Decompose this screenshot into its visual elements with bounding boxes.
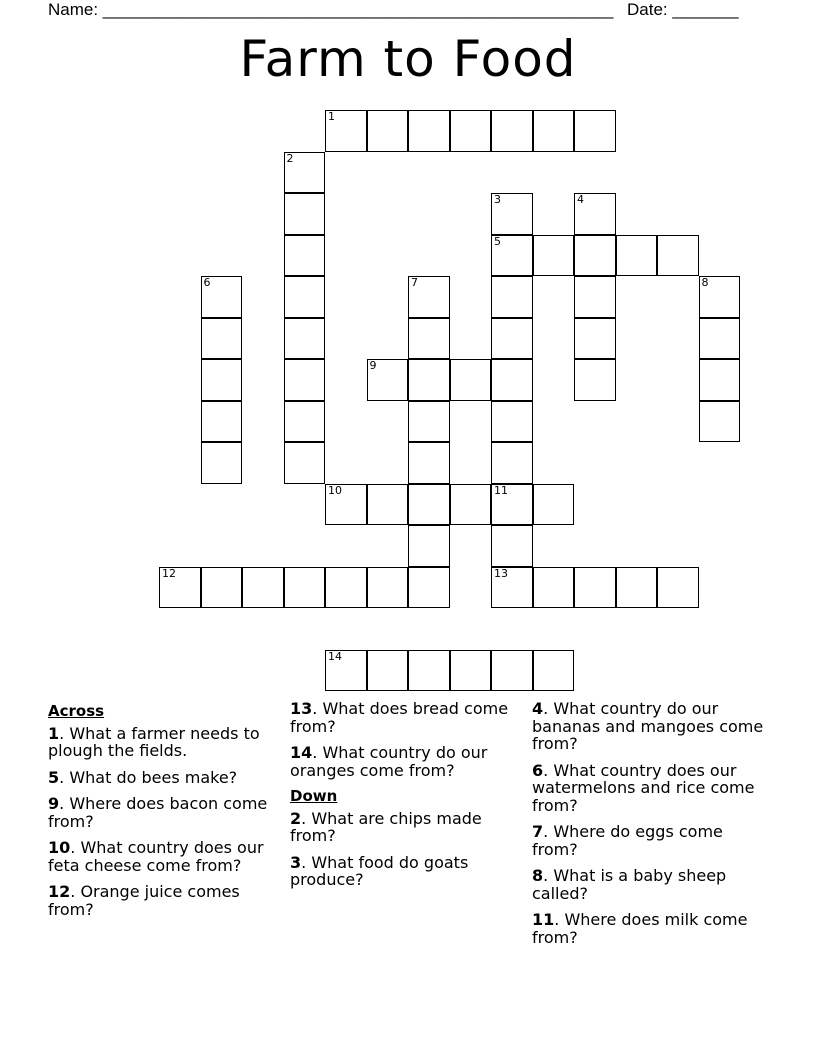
clue-item	[48, 769, 270, 787]
page-title: Farm to Food	[239, 30, 577, 88]
crossword-cell[interactable]	[408, 401, 450, 443]
name-field-label[interactable]: Name: ______________________________________________________	[48, 0, 614, 19]
crossword-cell[interactable]	[533, 567, 575, 609]
crossword-cell[interactable]	[408, 567, 450, 609]
clue-item	[532, 700, 772, 753]
clue-item	[532, 911, 772, 946]
crossword-cell[interactable]	[616, 235, 658, 277]
crossword-cell[interactable]	[699, 276, 741, 318]
clue-text: . What country does our watermelons and rice come from?	[532, 760, 755, 815]
clue-item	[290, 744, 520, 779]
crossword-cell[interactable]	[367, 484, 409, 526]
crossword-cell[interactable]	[533, 110, 575, 152]
clue-text: . Orange juice comes from?	[48, 882, 240, 919]
crossword-cell[interactable]	[159, 567, 201, 609]
cell-clue-number: 5	[494, 234, 501, 248]
crossword-cell[interactable]	[408, 359, 450, 401]
crossword-cell[interactable]	[284, 359, 326, 401]
clue-text: . What is a baby sheep called?	[532, 866, 727, 903]
crossword-cell[interactable]	[491, 650, 533, 692]
crossword-cell[interactable]	[201, 276, 243, 318]
clue-item	[290, 700, 520, 735]
cell-clue-number: 12	[162, 566, 176, 580]
crossword-cell[interactable]	[201, 567, 243, 609]
clue-item	[532, 867, 772, 902]
crossword-cell[interactable]	[699, 401, 741, 443]
clue-number: 9	[48, 794, 60, 813]
crossword-cell[interactable]	[325, 650, 367, 692]
crossword-cell[interactable]	[491, 193, 533, 235]
clues-column-1	[48, 700, 270, 927]
cell-clue-number: 10	[328, 483, 342, 497]
cell-clue-number: 9	[369, 359, 377, 372]
clue-item	[290, 854, 520, 889]
crossword-cell[interactable]	[574, 359, 616, 401]
crossword-cell[interactable]	[284, 442, 326, 484]
crossword-cell[interactable]	[450, 110, 492, 152]
clue-item	[532, 823, 772, 858]
clue-number: 6	[532, 760, 544, 780]
crossword-cell[interactable]	[408, 442, 450, 484]
clue-item	[48, 883, 270, 918]
crossword-cell[interactable]	[533, 235, 575, 277]
crossword-cell[interactable]	[491, 359, 533, 401]
crossword-cell[interactable]	[574, 276, 616, 318]
clue-text: . Where do eggs come from?	[532, 822, 723, 859]
crossword-cell[interactable]	[699, 359, 741, 401]
crossword-cell[interactable]	[201, 318, 243, 360]
clue-number: 4	[532, 699, 544, 718]
crossword-cell[interactable]	[408, 318, 450, 360]
crossword-cell[interactable]	[325, 484, 367, 526]
cell-clue-number: 8	[701, 276, 709, 289]
across-clue-list	[48, 725, 270, 919]
crossword-cell[interactable]	[284, 276, 326, 318]
crossword-cell[interactable]	[450, 359, 492, 401]
clue-text: . Where does milk come from?	[532, 910, 748, 947]
cell-clue-number: 13	[494, 566, 508, 580]
clue-number: 10	[48, 838, 71, 857]
down-clue-list	[290, 810, 520, 889]
crossword-cell[interactable]	[699, 318, 741, 360]
crossword-cell[interactable]	[657, 567, 699, 609]
crossword-cell[interactable]	[242, 567, 284, 609]
crossword-cell[interactable]	[325, 110, 367, 152]
down-clue-list-continued	[532, 700, 772, 946]
crossword-cell[interactable]	[491, 525, 533, 567]
crossword-cell[interactable]	[491, 567, 533, 609]
across-clue-list-continued	[290, 700, 520, 779]
clue-number: 11	[532, 910, 555, 929]
crossword-cell[interactable]	[408, 650, 450, 692]
clue-text: . What country do our oranges come from?	[290, 743, 488, 780]
crossword-cell[interactable]	[491, 484, 533, 526]
crossword-cell[interactable]	[284, 401, 326, 443]
crossword-cell[interactable]	[284, 567, 326, 609]
clue-number: 3	[290, 852, 302, 872]
down-heading: Down	[290, 787, 338, 805]
cell-clue-number: 1	[328, 110, 335, 123]
clue-number: 13	[290, 699, 313, 718]
clue-number: 8	[532, 866, 544, 885]
crossword-cell[interactable]	[574, 235, 616, 277]
clue-text: . What does bread come from?	[290, 699, 509, 736]
clue-text: . What country do our bananas and mangoes come from?	[532, 699, 764, 753]
crossword-cell[interactable]	[408, 525, 450, 567]
clue-text: . What a farmer needs to plough the fields.	[48, 723, 260, 760]
crossword-cell[interactable]	[491, 235, 533, 277]
crossword-cell[interactable]	[284, 318, 326, 360]
clue-item	[290, 810, 520, 845]
crossword-cell[interactable]	[367, 567, 409, 609]
crossword-cell[interactable]	[450, 650, 492, 692]
clue-item	[48, 725, 270, 760]
cell-clue-number: 3	[494, 193, 501, 206]
crossword-cell[interactable]	[367, 359, 409, 401]
crossword-cell[interactable]	[574, 567, 616, 609]
crossword-cell[interactable]	[284, 152, 326, 194]
crossword-cell[interactable]	[657, 235, 699, 277]
crossword-cell[interactable]	[201, 359, 243, 401]
across-heading: Across	[48, 702, 105, 720]
clues-column-3	[532, 700, 772, 955]
clue-number: 14	[290, 743, 313, 762]
crossword-cell[interactable]	[491, 442, 533, 484]
crossword-cell[interactable]	[574, 193, 616, 235]
cell-clue-number: 2	[286, 151, 294, 165]
cell-clue-number: 14	[328, 649, 342, 663]
crossword-cell[interactable]	[367, 110, 409, 152]
crossword-cell[interactable]	[533, 650, 575, 692]
crossword-cell[interactable]	[616, 567, 658, 609]
clue-number: 1	[48, 723, 60, 743]
crossword-cell[interactable]	[408, 276, 450, 318]
crossword-cell[interactable]	[491, 401, 533, 443]
clue-text: . What food do goats produce?	[290, 852, 469, 889]
clue-item	[532, 762, 772, 815]
crossword-cell[interactable]	[574, 318, 616, 360]
clues-column-2	[290, 700, 520, 898]
clue-number: 2	[290, 808, 302, 828]
crossword-cell[interactable]	[574, 110, 616, 152]
clue-number: 12	[48, 882, 71, 901]
clue-text: . What are chips made from?	[290, 808, 482, 845]
cell-clue-number: 4	[577, 193, 584, 206]
clue-number: 5	[48, 767, 60, 787]
crossword-cell[interactable]	[284, 193, 326, 235]
crossword-cell[interactable]	[450, 484, 492, 526]
cell-clue-number: 7	[411, 276, 418, 289]
crossword-cell[interactable]	[201, 401, 243, 443]
date-field-label[interactable]: Date: _______	[627, 0, 739, 19]
crossword-cell[interactable]	[408, 484, 450, 526]
clue-item	[48, 839, 270, 874]
clue-text: . Where does bacon come from?	[48, 794, 268, 831]
crossword-cell[interactable]	[491, 110, 533, 152]
crossword-cell[interactable]	[284, 235, 326, 277]
crossword-cell[interactable]	[491, 318, 533, 360]
crossword-cell[interactable]	[408, 110, 450, 152]
clue-item	[48, 795, 270, 830]
clue-text: . What country does our feta cheese come from?	[48, 838, 264, 875]
crossword-cell[interactable]	[367, 650, 409, 692]
clue-number: 7	[532, 822, 544, 841]
crossword-cell[interactable]	[325, 567, 367, 609]
cell-clue-number: 6	[203, 276, 211, 289]
crossword-cell[interactable]	[491, 276, 533, 318]
crossword-cell[interactable]	[201, 442, 243, 484]
clue-text: . What do bees make?	[59, 767, 238, 787]
cell-clue-number: 11	[494, 483, 508, 497]
crossword-cell[interactable]	[533, 484, 575, 526]
